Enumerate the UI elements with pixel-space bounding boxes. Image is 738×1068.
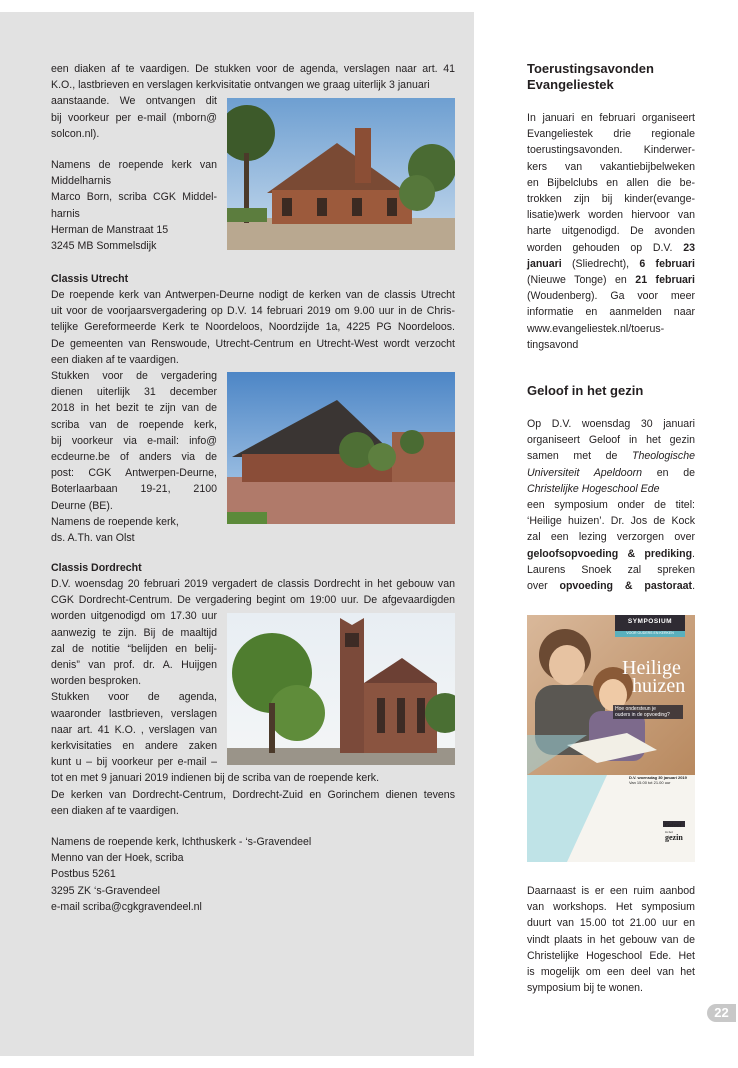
text-line: bij voorkeur per e-mail (mborn@ [51, 111, 217, 124]
text-line: symposium bij te wonen. [527, 982, 643, 995]
poster-tagline-line: Hoe ondersteun je [615, 706, 656, 712]
paragraph-geloof-in-het-gezin [527, 416, 695, 594]
text-line: kunt u – bij voorkeur per e-mail – [51, 756, 217, 769]
poster-title-line: Heilige [622, 657, 681, 679]
text-line: Boterlaarbaan 19-21, 2100 [51, 483, 217, 496]
poster-logo-line: in het [665, 830, 673, 834]
paragraph-evangeliestek [527, 110, 695, 353]
text-segment: en de [656, 466, 696, 479]
italic-name: Theologische [631, 450, 695, 463]
church-illustration [227, 372, 455, 524]
text-line [527, 448, 695, 464]
bold-phrase: opvoeding & pastoraat [559, 580, 693, 593]
text-line: harnis [51, 207, 80, 220]
text-line: ecdeurne.be of anders via de [51, 451, 217, 464]
text-line: CGK Dordrecht-Centrum. De vergadering begint om 19:00 uur. De afgevaardigden [51, 594, 455, 607]
text-line: over opvoeding & pastoraat. [527, 580, 696, 593]
text-line: geloofsopvoeding & prediking. [527, 547, 695, 560]
text-line: trokken zijn bij kinder(evange- [527, 193, 695, 206]
poster-logo-line: gezin [665, 833, 683, 842]
text-line: uit voor de voorjaarsvergadering op D.V. 14 februari 2019 om 9.00 uur in de Chris- [51, 305, 455, 318]
text-line: bij voorkeur via e-mail: info@ [51, 434, 217, 447]
text-line: post: CGK Antwerpen-Deurne, [51, 467, 217, 480]
poster-badge-subtitle: VOOR OUDERS EN KERKEN [626, 631, 674, 635]
text-line: Stukken voor de vergadering [51, 370, 217, 383]
text-line: worden uitgenodigd om 17.30 uur [51, 610, 217, 623]
text-line: solcon.nl). [51, 127, 100, 140]
text-line [527, 465, 695, 481]
text-segment: (Nieuwe Tonge) en [527, 274, 627, 287]
date-highlight: 6 februari [639, 257, 695, 270]
text-line: 3295 ZK ‘s-Gravendeel [51, 884, 160, 897]
poster-logo [665, 823, 683, 841]
text-line: De roepende kerk van Antwerpen-Deurne nodigt de kerken van de classis Utrecht [51, 289, 455, 301]
bold-phrase: geloofsopvoeding & prediking [527, 547, 693, 560]
contact-middelharnis [51, 157, 217, 254]
text-line: zal een lezing verzorgen over [527, 531, 695, 544]
text-line: en Bijbelclubs en allen die be- [527, 176, 695, 189]
text-line: een diaken af te vaardigen. [51, 804, 179, 817]
text-segment: over [527, 580, 548, 593]
text-line: een diaken af te vaardigen. [51, 353, 179, 366]
website-link-text: www.evangeliestek.nl/toerus- [527, 322, 665, 335]
text-segment: samen met de [527, 450, 618, 463]
text-line: scriba van de roepende kerk, [51, 418, 217, 431]
text-line: 2018 in het bezit te zijn van de [51, 402, 217, 415]
text-line: dienen uiterlijk 31 december [51, 386, 217, 399]
text-line: telijke Gereformeerde Kerk te Noordeloos, Noordzijde 1a, 4225 PG Noordeloos. [51, 321, 455, 334]
date-highlight: januari [527, 257, 562, 270]
text-line: Namens de roepende kerk, [51, 515, 179, 528]
heading-classis-utrecht: Classis Utrecht [51, 273, 129, 285]
text-line: De kerken van Dordrecht-Centrum, Dordrecht-Zuid en Gorinchem dienen tevens [51, 788, 455, 801]
text-line: informatie en aanmelden naar [527, 306, 695, 319]
text-segment: worden gehouden op D.V. [527, 241, 673, 254]
text-line: is mogelijk om een deel van het [527, 966, 695, 979]
date-highlight: 21 februari [635, 274, 696, 287]
text-line: duurt van 15.00 tot 21.00 uur en [527, 917, 695, 930]
text-line: In januari en februari organiseert [527, 112, 695, 124]
text-line: Postbus 5261 [51, 868, 116, 881]
text-line: Middelharnis [51, 175, 112, 188]
heading-geloof-in-het-gezin: Geloof in het gezin [527, 383, 644, 398]
text-line [527, 272, 695, 288]
text-line: Namens de roepende kerk van [51, 159, 217, 171]
text-line: een symposium onder de titel: [527, 499, 695, 512]
text-segment: (Sliedrecht), [572, 257, 630, 270]
text-line: Menno van der Hoek, scriba [51, 852, 184, 865]
italic-name: Christelijke Hogeschool Ede [527, 482, 660, 495]
text-line: vindt plaats in het gebouw van de [527, 933, 695, 946]
text-line: worden besproken. [51, 675, 142, 688]
text-line: lisatie)werk worden hiervoor van [527, 209, 695, 222]
heading-line: Toerustingsavonden [527, 61, 654, 76]
church-photo-noordeloos [227, 372, 455, 524]
text-line: Laurens Snoek zal spreken [527, 563, 695, 576]
poster-badge: SYMPOSIUM [627, 618, 673, 625]
text-line: zal de notitie “belijden en belij- [51, 642, 217, 655]
italic-name: Universiteit Apeldoorn [527, 466, 643, 479]
website-link-text: tingsavond [527, 338, 579, 351]
text-line: harte uitgenodigd. De avonden [527, 225, 695, 238]
text-line: van workshops. Het symposium [527, 901, 695, 914]
text-line: Op D.V. woensdag 30 januari [527, 418, 695, 430]
heading-toerustingsavonden [527, 61, 654, 93]
text-line: ‘Heilige huizen’. Dr. Jos de Kock [527, 515, 695, 528]
text-line: Stukken voor de agenda, [51, 691, 217, 704]
text-line: aanstaande. We ontvangen dit [51, 95, 217, 108]
poster-date-line: D.V. woensdag 30 januari 2019 [629, 775, 687, 780]
poster-logo-line: Geloof [665, 823, 682, 829]
text-line: toerustingsavonden. Kinderwer- [527, 144, 695, 157]
text-line: Deurne (BE). [51, 499, 113, 512]
text-line: 3245 MB Sommelsdijk [51, 240, 157, 253]
heading-line: Evangeliestek [527, 77, 614, 92]
text-line: naar art. 41 K.O. , verslagen van [51, 723, 217, 736]
church-photo-dordrecht [227, 613, 455, 765]
text-line: (Woudenberg). Ga voor meer [527, 290, 695, 303]
church-photo-middelharnis [227, 98, 455, 250]
text-line: denis” van prof. dr. A. Huijgen [51, 659, 217, 672]
text-line [527, 481, 695, 497]
text-line: Evangeliestek drie regionale [527, 128, 695, 141]
text-line: kers van vakantiebijbelweken [527, 160, 695, 173]
heading-classis-dordrecht: Classis Dordrecht [51, 562, 142, 574]
text-line: D.V. woensdag 20 februari 2019 vergadert de classis Dordrecht in het gebouw van [51, 578, 455, 590]
poster-time-line: Van 15.00 tot 21.00 uur [629, 780, 671, 785]
page-number: 22 [707, 1004, 736, 1022]
date-highlight: 23 [683, 241, 695, 254]
contact-dordrecht [51, 834, 455, 915]
text-line: Marco Born, scriba CGK Middel- [51, 191, 217, 204]
text-line: Christelijke Hogeschool Ede. Het [527, 949, 695, 962]
poster-tagline [615, 706, 670, 718]
text-line: een diaken af te vaardigen. De stukken voor de agenda, verslagen naar art. 41 [51, 63, 455, 75]
poster-date [629, 775, 687, 785]
text-line: K.O., lastbrieven en verslagen kerkvisitatie ontvangen we graag uiterlijk 3 januari [51, 79, 430, 92]
text-line: De gemeenten van Renswoude, Utrecht-Centrum en Utrecht-West wordt verzocht [51, 337, 455, 350]
poster-title-line: huizen [632, 675, 686, 697]
text-line: organiseert Geloof in het gezin [527, 434, 695, 447]
church-illustration [227, 98, 455, 250]
poster-tagline-line: ouders in de opvoeding? [615, 712, 670, 718]
text-line: aanwezig te zijn. Bij de maaltijd [51, 626, 217, 639]
text-line: Herman de Manstraat 15 [51, 223, 169, 236]
text-line: waaronder lastbrieven, verslagen [51, 707, 217, 720]
text-line [527, 256, 695, 272]
text-line: Namens de roepende kerk, Ichthuskerk - ‘s-Gravendeel [51, 836, 312, 848]
text-line: tot en met 9 januari 2019 indienen bij de scriba van de roepende kerk. [51, 772, 380, 785]
symposium-poster [527, 615, 695, 862]
paragraph-workshops [527, 883, 695, 996]
poster-title [622, 659, 685, 695]
text-line: ds. A.Th. van Olst [51, 532, 135, 545]
text-line: e-mail scriba@cgkgravendeel.nl [51, 900, 202, 913]
text-line: Daarnaast is er een ruim aanbod [527, 885, 695, 897]
text-line: kerkvisitaties en andere zaken [51, 740, 217, 753]
text-line [527, 240, 695, 256]
church-illustration [227, 613, 455, 765]
